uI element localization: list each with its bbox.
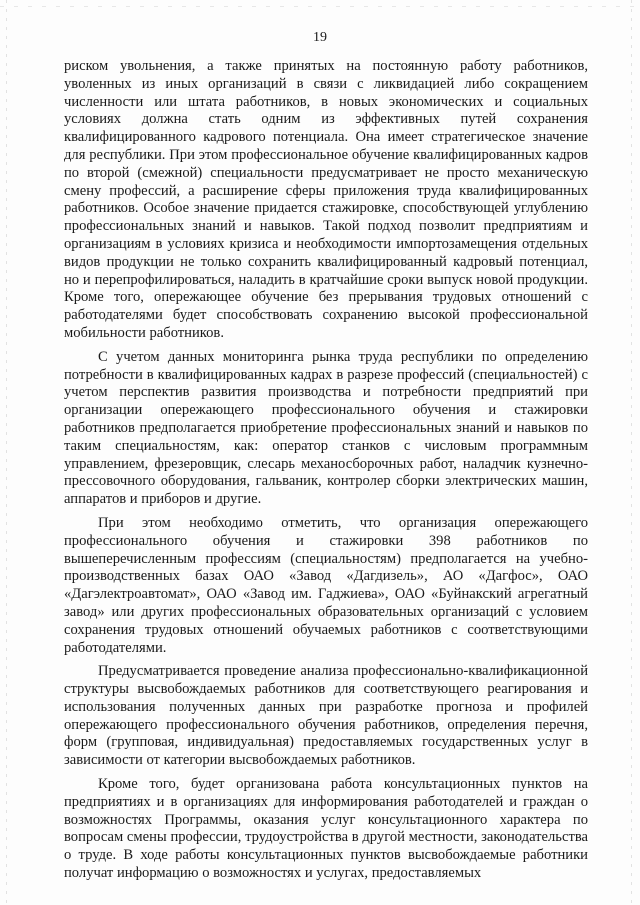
scan-artifact-top xyxy=(0,6,640,7)
paragraph-1: риском увольнения, а также принятых на постоянную работу работников, уволенных из иных организаций в связи с ликвидацией либо сокращением численности или штата работников, в новых экономических и социальных условиях должна стать одним из эффективных путей сохранения квалифицированного кадрового потенциала. Она имеет стратегическое значение для республики. При этом профессиональное обучение квалифицированных кадров по второй (смежной) специальности предусматривает не просто механическую смену профессий, а расширение сферы приложения труда квалифицированных работников. Особое значение придается стажировке, способствующей углублению профессиональных знаний и навыков. Такой подход позволит предприятиям и организациям в условиях кризиса и необходимости импортозамещения отдельных видов продукции не только сохранить квалифицированный кадровый потенциал, но и перепрофилироваться, наладить в кратчайшие сроки выпуск новой продукции. Кроме того, опережающее обучение без прерывания трудовых отношений с работодателями будет способствовать сохранению высокой профессиональной мобильности работников. xyxy=(64,58,588,341)
paragraph-3: При этом необходимо отметить, что организация опережающего профессионального обучения и стажировки 398 работников по вышеперечисленным профессиям (специальностям) предполагается на учебно-производственных базах ОАО «Завод «Дагдизель», АО «Дагфос», ОАО «Дагэлектроавтомат», ОАО «Завод им. Гаджиева», ОАО «Буйнакский агрегатный завод» или других профессиональных образовательных организаций с условием сохранения трудовых отношений обучаемых работников с соответствующими работодателями. xyxy=(64,514,588,656)
page-number: 19 xyxy=(313,30,327,45)
scan-artifact-right xyxy=(631,0,632,905)
scan-artifact-left xyxy=(6,0,7,905)
paragraph-5: Кроме того, будет организована работа консультационных пунктов на предприятиях и в организациях для информирования работодателей и граждан о возможностях Программы, оказания услуг консультационного характера по вопросам смены профессии, трудоустройства в другой местности, законодательства о труде. В ходе работы консультационных пунктов высвобождаемые работники получат информацию о возможностях и услугах, предоставляемых xyxy=(64,776,588,882)
paragraph-2: С учетом данных мониторинга рынка труда республики по определению потребности в квалифицированных кадрах в разрезе профессий (специальностей) с учетом перспектив развития производства и потребности предприятий при организации опережающего профессионального обучения и стажировки работников предполагается приобретение профессиональных знаний и навыков по таким специальностям, как: оператор станков с числовым программным управлением, фрезеровщик, слесарь механосборочных работ, наладчик кузнечно-прессовочного оборудования, гальваник, контролер сборки электрических машин, аппаратов и приборов и другие. xyxy=(64,348,588,508)
document-body xyxy=(64,58,588,889)
paragraph-4: Предусматривается проведение анализа профессионально-квалификационной структуры высвобождаемых работников для соответствующего реагирования и использования полученных данных при разработке прогноза и профилей опережающего профессионального обучения работников, определения перечня, форм (групповая, индивидуальная) предоставляемых государственных услуг в зависимости от категории высвобождаемых работников. xyxy=(64,663,588,769)
